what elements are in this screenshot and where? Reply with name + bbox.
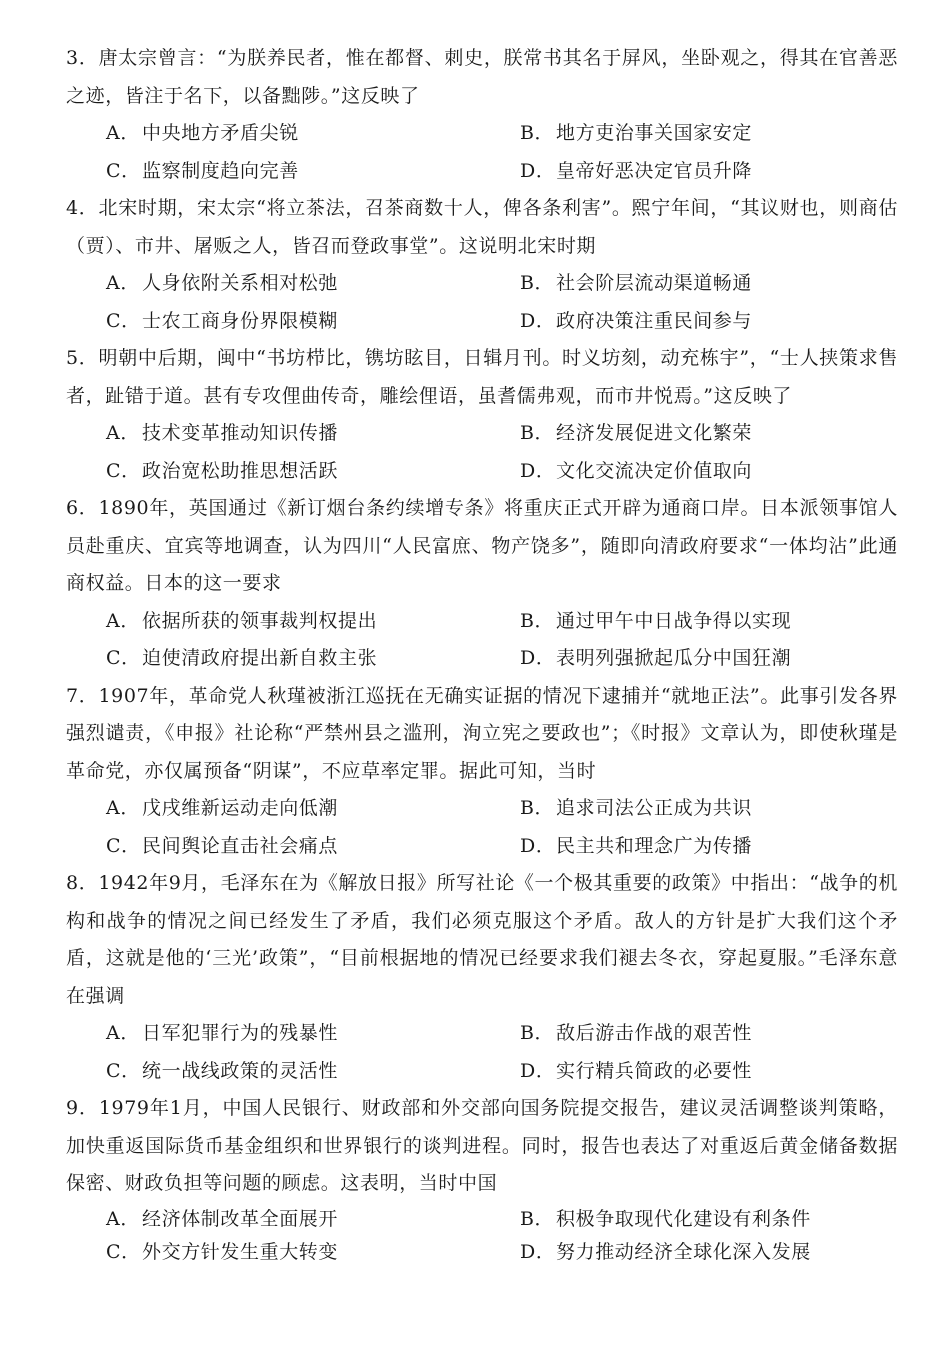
option-text: 迫使清政府提出新自救主张 [142, 647, 378, 669]
option-grid [66, 790, 898, 865]
option-a [106, 1015, 520, 1053]
option-letter: C． [106, 1240, 141, 1263]
option-letter: C． [106, 647, 141, 669]
option-b [520, 1015, 898, 1053]
option-letter: D． [520, 159, 556, 182]
question-3 [66, 40, 898, 190]
option-letter: A． [106, 422, 140, 444]
option-c [106, 453, 520, 491]
option-text: 努力推动经济全球化深入发展 [556, 1240, 811, 1263]
option-c [106, 153, 520, 191]
option-text: 统一战线政策的灵活性 [142, 1059, 339, 1082]
option-text: 戊戌维新运动走向低潮 [142, 797, 339, 819]
option-d [520, 453, 898, 491]
option-text: 通过甲午中日战争得以实现 [556, 609, 792, 632]
option-d [520, 640, 898, 678]
option-letter: D． [520, 309, 556, 332]
option-a [106, 603, 520, 641]
option-a [106, 1203, 520, 1236]
option-text: 皇帝好恶决定官员升降 [556, 159, 753, 182]
option-d [520, 1236, 898, 1269]
option-b [520, 790, 898, 828]
option-grid [66, 1203, 898, 1269]
option-letter: D． [520, 459, 556, 482]
question-5 [66, 340, 898, 490]
option-letter: B． [520, 609, 555, 632]
option-text: 人身依附关系相对松弛 [142, 272, 339, 294]
option-text: 敌后游击作战的艰苦性 [556, 1022, 753, 1044]
option-text: 民主共和理念广为传播 [556, 834, 753, 857]
option-letter: D． [520, 1059, 556, 1082]
option-letter: A． [106, 122, 140, 144]
question-stem: 9．1979年1月，中国人民银行、财政部和外交部向国务院提交报告，建议灵活调整谈判策略，加快重返国际货币基金组织和世界银行的谈判进程。同时，报告也表达了对重返后黄金储备数据保密、财政负担等问题的顾虑。这表明，当时中国 [66, 1097, 898, 1194]
question-stem: 6．1890年，英国通过《新订烟台条约续增专条》将重庆正式开辟为通商口岸。日本派领事馆人员赴重庆、宜宾等地调查，认为四川“人民富庶、物产饶多”，随即向清政府要求“一体均沾”此通商权益。日本的这一要求 [66, 497, 898, 594]
option-letter: D． [520, 834, 556, 857]
option-grid [66, 265, 898, 340]
question-stem: 5．明朝中后期，闽中“书坊栉比，镌坊眩目，日辑月刊。时义坊刻，动充栋宇”，“士人挟策求售者，趾错于道。甚有专攻俚曲传奇，雕绘俚语，虽耆儒弗观，而市井悦焉。”这反映了 [66, 347, 898, 407]
question-8 [66, 865, 898, 1090]
question-stem: 8．1942年9月，毛泽东在为《解放日报》所写社论《一个极其重要的政策》中指出：“战争的机构和战争的情况之间已经发生了矛盾，我们必须克服这个矛盾。敌人的方针是扩大我们这个矛盾，这就是他的‘三光’政策”，“目前根据地的情况已经要求我们褪去冬衣，穿起夏服。”毛泽东意在强调 [66, 872, 898, 1007]
option-text: 实行精兵简政的必要性 [556, 1059, 753, 1082]
option-letter: A． [106, 272, 140, 294]
option-letter: A． [106, 609, 140, 632]
option-grid [66, 1015, 898, 1090]
option-letter: B． [520, 1207, 555, 1230]
question-9 [66, 1090, 898, 1269]
option-letter: B． [520, 1022, 555, 1044]
option-letter: D． [520, 647, 556, 669]
option-letter: A． [106, 1207, 140, 1230]
option-text: 经济发展促进文化繁荣 [556, 422, 753, 444]
question-stem: 7．1907年，革命党人秋瑾被浙江巡抚在无确实证据的情况下逮捕并“就地正法”。此事引发各界强烈谴责，《申报》社论称“严禁州县之滥刑，洵立宪之要政也”；《时报》文章认为，即使秋瑾是革命党，亦仅属预备“阴谋”，不应草率定罪。据此可知，当时 [66, 684, 898, 782]
option-letter: C． [106, 309, 141, 332]
option-b [520, 1203, 898, 1236]
option-text: 外交方针发生重大转变 [142, 1240, 339, 1263]
option-b [520, 115, 898, 153]
option-text: 经济体制改革全面展开 [142, 1207, 339, 1230]
question-6 [66, 490, 898, 678]
option-text: 社会阶层流动渠道畅通 [556, 272, 753, 294]
option-letter: B． [520, 797, 555, 819]
option-letter: C． [106, 459, 141, 482]
option-c [106, 1053, 520, 1091]
option-letter: C． [106, 1059, 141, 1082]
option-grid [66, 415, 898, 490]
option-c [106, 640, 520, 678]
option-text: 政府决策注重民间参与 [556, 309, 753, 332]
option-d [520, 153, 898, 191]
question-stem: 3．唐太宗曾言：“为朕养民者，惟在都督、刺史，朕常书其名于屏风，坐卧观之，得其在官善恶之迹，皆注于名下，以备黜陟。”这反映了 [66, 47, 898, 107]
option-letter: D． [520, 1240, 556, 1263]
option-b [520, 265, 898, 303]
option-text: 表明列强掀起瓜分中国狂潮 [556, 647, 792, 669]
option-text: 士农工商身份界限模糊 [142, 309, 339, 332]
option-letter: B． [520, 122, 555, 144]
option-letter: A． [106, 1022, 140, 1044]
option-letter: B． [520, 272, 555, 294]
question-4 [66, 190, 898, 340]
option-a [106, 415, 520, 453]
option-text: 地方吏治事关国家安定 [556, 122, 753, 144]
option-c [106, 828, 520, 866]
option-letter: A． [106, 797, 140, 819]
option-a [106, 790, 520, 828]
option-text: 文化交流决定价值取向 [556, 459, 753, 482]
option-text: 积极争取现代化建设有利条件 [556, 1207, 811, 1230]
option-b [520, 603, 898, 641]
option-a [106, 265, 520, 303]
option-c [106, 1236, 520, 1269]
option-b [520, 415, 898, 453]
option-letter: C． [106, 834, 141, 857]
option-c [106, 303, 520, 341]
option-text: 政治宽松助推思想活跃 [142, 459, 339, 482]
option-d [520, 828, 898, 866]
option-letter: C． [106, 159, 141, 182]
option-a [106, 115, 520, 153]
option-grid [66, 603, 898, 678]
option-text: 技术变革推动知识传播 [142, 422, 339, 444]
option-text: 日军犯罪行为的残暴性 [142, 1022, 339, 1044]
question-stem: 4．北宋时期，宋太宗“将立茶法，召茶商数十人，俾各条利害”。熙宁年间，“其议财也，则商估（贾）、市井、屠贩之人，皆召而登政事堂”。这说明北宋时期 [66, 197, 898, 257]
option-grid [66, 115, 898, 190]
option-text: 追求司法公正成为共识 [556, 797, 753, 819]
question-7 [66, 678, 898, 866]
option-d [520, 1053, 898, 1091]
option-text: 依据所获的领事裁判权提出 [142, 609, 378, 632]
option-d [520, 303, 898, 341]
option-text: 监察制度趋向完善 [142, 159, 299, 182]
option-text: 民间舆论直击社会痛点 [142, 834, 339, 857]
option-text: 中央地方矛盾尖锐 [142, 122, 299, 144]
option-letter: B． [520, 422, 555, 444]
